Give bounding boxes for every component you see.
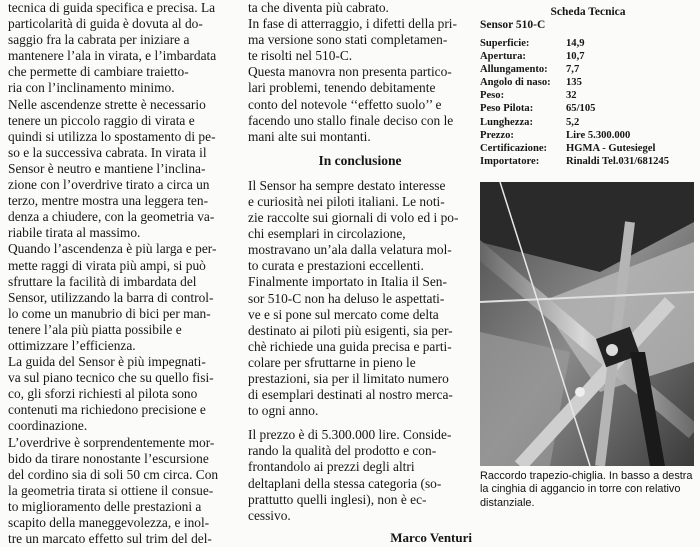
column-2	[248, 0, 472, 546]
column-2-top-text	[248, 0, 472, 145]
spec-key: Certificazione:	[480, 142, 548, 154]
spec-key: Peso Pilota:	[480, 103, 534, 115]
text-line: Sensor è neutro e mantiene l’inclina-	[8, 160, 206, 176]
spec-row	[480, 102, 696, 115]
text-line: ria con l’inclinamento minimo.	[8, 80, 175, 96]
text-line: contenuti ma richiedono precisione e	[8, 402, 206, 418]
text-line: di esemplari destinati al nostro merca-	[248, 387, 453, 403]
spec-row	[480, 37, 696, 50]
text-line: to curata e prestazioni eccellenti.	[248, 258, 424, 274]
spec-value: 10,7	[566, 51, 585, 63]
text-line: Sensor, utilizzando la barra di control-	[8, 289, 214, 305]
text-line: conto del notevole ‘‘effetto suolo’’ e	[248, 96, 442, 112]
column-2-conclusion-text	[248, 178, 472, 419]
spec-value: 5,2	[566, 116, 580, 128]
text-line: tenere un piccolo raggio di virata e	[8, 112, 195, 128]
text-line: la geometria tirata si ottiene il consue-	[8, 482, 214, 498]
spec-value: Rinaldi Tel.031/681245	[566, 155, 670, 167]
text-line: mantenere l’ala in virata, e l’imbardata	[8, 48, 217, 64]
text-line: tre un marcato effetto sul trim del del-	[8, 531, 212, 547]
text-line: te risolti nel 510-C.	[248, 48, 353, 64]
spec-key: Apertura:	[480, 51, 526, 63]
spec-row	[480, 89, 696, 102]
text-line: lari problemi, tenendo debitamente	[248, 80, 436, 96]
text-line: In fase di atterraggio, i difetti della pri-	[248, 16, 457, 32]
text-line: to ogni anno.	[248, 403, 319, 419]
text-line: Il Sensor ha sempre destato interesse	[248, 177, 446, 193]
text-line: particolarità di guida è dovuta al do-	[8, 16, 203, 32]
text-line: quindi si utilizza lo spostamento di pe-	[8, 128, 216, 144]
text-line: Nelle ascendenze strette è necessario	[8, 96, 206, 112]
text-line: destinato ai piloti più esigenti, sia per-	[248, 322, 453, 338]
spec-key: Angolo di naso:	[480, 77, 551, 89]
spec-key: Allungamento:	[480, 64, 548, 76]
spec-key: Importatore:	[480, 155, 540, 167]
spec-row	[480, 76, 696, 89]
spec-sheet-title: Scheda Tecnica	[550, 6, 626, 18]
spec-key: Peso:	[480, 90, 505, 102]
text-line: so e la successiva cabrata. In virata il	[8, 144, 207, 160]
text-line: sor 510-C non ha deluso le aspettati-	[248, 290, 445, 306]
text-line: tenere l’ala più piatta possibile e	[8, 321, 182, 337]
text-line: co, gli sforzi richiesti al pilota sono	[8, 386, 198, 402]
text-line: tecnica di guida specifica e precisa. La	[8, 0, 216, 15]
text-line: chè richiede una guida precisa e parti-	[248, 338, 452, 354]
text-line: sfruttare la facilità di imbardata del	[8, 273, 197, 289]
photo-caption: Raccordo trapezio-chiglia. In basso a destra la cinghia di aggancio in torre con relativo distanziale.	[480, 470, 693, 509]
spec-value: HGMA - Gutesiegel	[566, 142, 656, 154]
text-line: rando la qualità del prodotto e con-	[248, 443, 437, 459]
spec-row	[480, 155, 696, 168]
spec-value: 14,9	[566, 38, 585, 49]
spec-value: 65/105	[566, 103, 596, 115]
hang-glider-photo	[480, 182, 694, 466]
text-line: deltaplani della stessa categoria (so-	[248, 475, 442, 491]
text-line: Questa manovra non presenta partico-	[248, 64, 452, 80]
column-2-price-text	[248, 427, 472, 524]
text-line: ottimizzare l’efficienza.	[8, 337, 136, 353]
spec-key: Prezzo:	[480, 129, 514, 141]
spec-table	[480, 37, 696, 168]
spec-row	[480, 63, 696, 76]
text-line: prestazioni, sia per il limitato numero	[248, 370, 449, 386]
text-line: ma versione sono stati completamen-	[248, 32, 448, 48]
text-line: Finalmente importato in Italia il Sen-	[248, 274, 447, 290]
text-line: to miglioramento delle prestazioni a	[8, 498, 202, 514]
text-line: e curiosità nei piloti italiani. Le noti-	[248, 193, 445, 209]
article-author: Marco Venturi	[390, 529, 472, 545]
text-line: saggio fra la cabrata per iniziare a	[8, 32, 190, 48]
text-line: facendo uno stallo finale deciso con le	[248, 112, 454, 128]
text-line: coordinazione.	[8, 418, 88, 434]
text-line: terzo, mentre mostra una leggera ten-	[8, 193, 209, 209]
text-line: ve e si pone sul mercato come delta	[248, 306, 439, 322]
text-line: colare per sfruttarne in pieno le	[248, 354, 416, 370]
text-line: va sul piano tecnico che su quello fisi-	[8, 370, 214, 386]
text-line: prattutto quelli inglesi), non è ec-	[248, 491, 427, 507]
text-line: zione con l’overdrive tirato a circa un	[8, 177, 210, 193]
text-line: mette raggi di virata più ampi, si può	[8, 257, 206, 273]
spec-row	[480, 129, 696, 142]
text-line: mani alte sui montanti.	[248, 128, 371, 144]
spec-row	[480, 116, 696, 129]
spec-key: Superficie:	[480, 38, 530, 49]
text-line: Il prezzo è di 5.300.000 lire. Conside-	[248, 427, 452, 443]
section-title: In conclusione	[318, 152, 402, 168]
text-line: ta che diventa più cabrato.	[248, 0, 389, 15]
spec-sheet	[480, 0, 696, 168]
text-line: cessivo.	[248, 507, 291, 523]
text-line: che permette di cambiare traietto-	[8, 64, 189, 80]
text-line: chi esemplari in circolazione,	[248, 226, 406, 242]
text-line: frontandolo ai prezzi degli altri	[248, 459, 415, 475]
spec-value: Lire 5.300.000	[566, 129, 631, 141]
spec-value: 135	[566, 77, 582, 89]
text-line: riabile tirata al massimo.	[8, 225, 141, 241]
column-1	[8, 0, 238, 547]
spec-value: 7,7	[566, 64, 580, 76]
spec-row	[480, 50, 696, 63]
text-line: mostravano un’ala dalla velatura mol-	[248, 242, 452, 258]
text-line: denza a chiudere, con la geometria va-	[8, 209, 215, 225]
spec-row	[480, 142, 696, 155]
text-line: bido da tirare nonostante l’escursione	[8, 450, 209, 466]
text-line: zie raccolte sui giornali di volo ed i po-	[248, 210, 459, 226]
spec-sheet-model: Sensor 510-C	[480, 19, 546, 31]
text-line: L’overdrive è sorprendentemente mor-	[8, 434, 215, 450]
text-line: del cordino sia di soli 50 cm circa. Con	[8, 466, 219, 482]
text-line: scapito della maneggevolezza, e inol-	[8, 515, 210, 530]
spec-value: 32	[566, 90, 577, 102]
text-line: lo come un manubrio di bici per man-	[8, 305, 211, 321]
text-line: Quando l’ascendenza è più larga e per-	[8, 241, 217, 257]
text-line: La guida del Sensor è più impegnati-	[8, 354, 206, 370]
spec-key: Lunghezza:	[480, 116, 533, 128]
